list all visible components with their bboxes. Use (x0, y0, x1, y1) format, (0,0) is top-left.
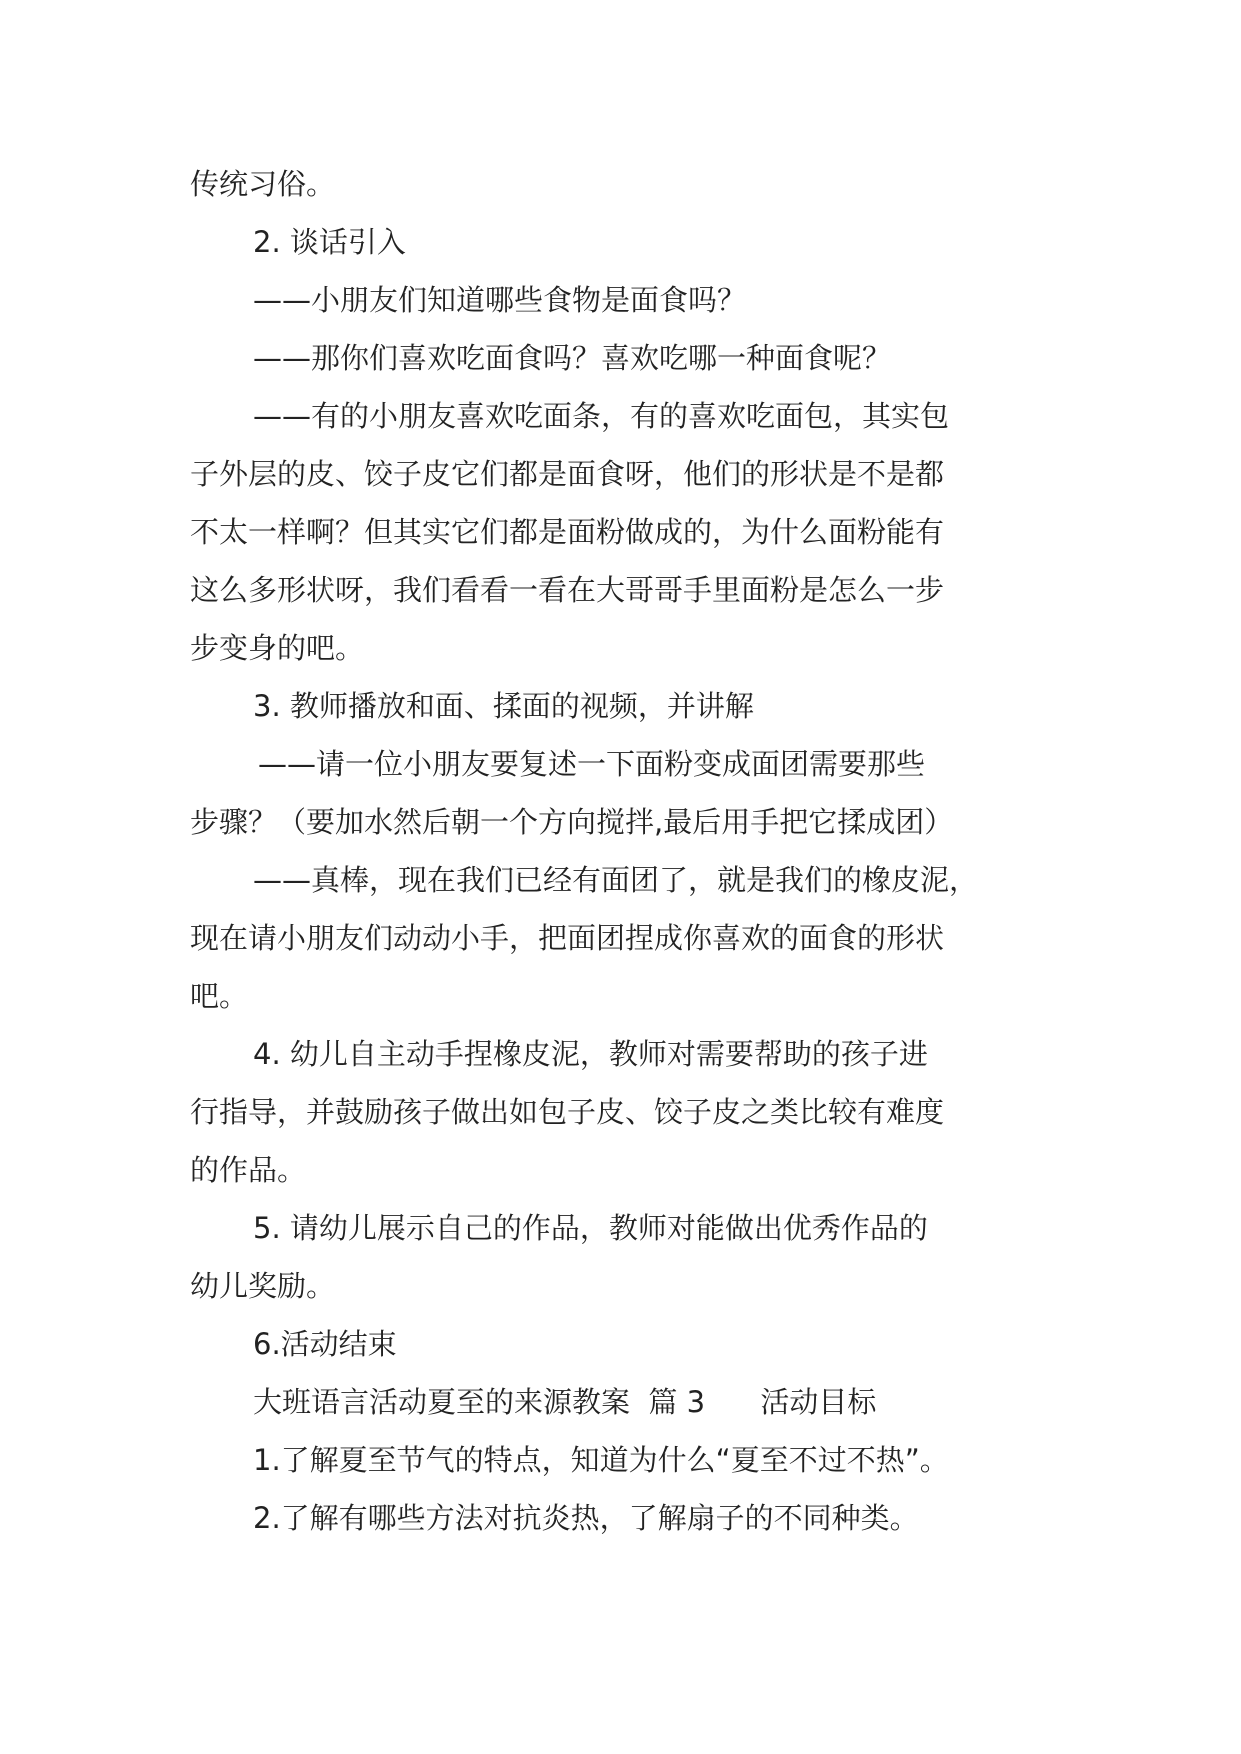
paragraph-line: ——有的小朋友喜欢吃面条，有的喜欢吃面包，其实包 (253, 399, 950, 433)
paragraph-line: 不太一样啊？但其实它们都是面粉做成的，为什么面粉能有 (190, 515, 945, 549)
paragraph-line: ——那你们喜欢吃面食吗？喜欢吃哪一种面食呢？ (253, 341, 892, 375)
paragraph-line: 1.了解夏至节气的特点，知道为什么“夏至不过不热”。 (253, 1443, 949, 1477)
paragraph-line: ——小朋友们知道哪些食物是面食吗？ (253, 283, 747, 317)
paragraph-line: 现在请小朋友们动动小手，把面团捏成你喜欢的面食的形状 (190, 921, 945, 955)
paragraph-line: 幼儿奖励。 (190, 1269, 336, 1303)
paragraph-line: ——真棒，现在我们已经有面团了，就是我们的橡皮泥， (253, 863, 979, 897)
section-title: 大班语言活动夏至的来源教案 篇 3 活动目标 (253, 1385, 877, 1419)
paragraph-line: 步变身的吧。 (190, 631, 365, 665)
paragraph-line: ——请一位小朋友要复述一下面粉变成面团需要那些 (258, 747, 926, 781)
paragraph-line: 子外层的皮、饺子皮它们都是面食呀，他们的形状是不是都 (190, 457, 945, 491)
section-heading: 5. 请幼儿展示自己的作品，教师对能做出优秀作品的 (253, 1211, 928, 1245)
paragraph-line: 吧。 (190, 979, 249, 1013)
paragraph-line: 步骤？（要加水然后朝一个方向搅拌,最后用手把它揉成团） (190, 805, 954, 839)
paragraph-line: 行指导，并鼓励孩子做出如包子皮、饺子皮之类比较有难度 (190, 1095, 945, 1129)
paragraph-line: 的作品。 (190, 1153, 307, 1187)
section-heading: 3. 教师播放和面、揉面的视频，并讲解 (253, 689, 754, 723)
paragraph-line: 这么多形状呀，我们看看一看在大哥哥手里面粉是怎么一步 (190, 573, 945, 607)
section-heading: 2. 谈话引入 (253, 225, 406, 259)
section-heading: 6.活动结束 (253, 1327, 397, 1361)
paragraph-line: 传统习俗。 (190, 167, 336, 201)
paragraph-line: 2.了解有哪些方法对抗炎热，了解扇子的不同种类。 (253, 1501, 919, 1535)
section-heading: 4. 幼儿自主动手捏橡皮泥，教师对需要帮助的孩子进 (253, 1037, 928, 1071)
